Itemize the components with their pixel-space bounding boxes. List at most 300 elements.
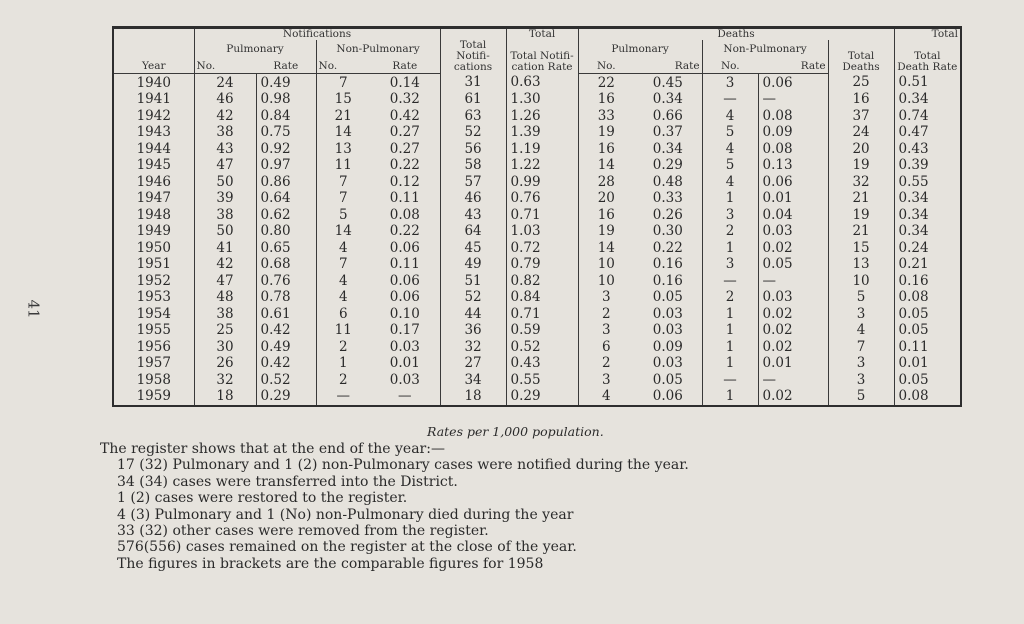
pulmonary-notif-no-cell: 50 — [194, 174, 256, 191]
non-pulmonary-notif-rate-cell: 0.11 — [389, 190, 420, 206]
table-row — [114, 388, 960, 405]
non-pulmonary-deaths-no-cell: 2 — [702, 289, 758, 306]
pulmonary-notif-rate-cell: 0.49 — [256, 73, 316, 91]
non-pulmonary-notif-no-cell: 1 — [316, 355, 370, 372]
total-death-rate-cell: 0.34 — [894, 190, 960, 207]
non-pulmonary-deaths-rate-cell: 0.02 — [758, 306, 828, 323]
total-notifications-cell: 18 — [440, 388, 506, 405]
non-pulmonary-deaths-no-cell: 1 — [702, 306, 758, 323]
pulmonary-deaths-rate-cell: 0.05 — [652, 371, 683, 388]
total-notification-rate-cell: 0.99 — [506, 174, 578, 191]
non-pulmonary-notif-no-cell: 6 — [316, 306, 370, 323]
non-pulmonary-deaths-rate-cell: 0.08 — [758, 141, 828, 158]
year-cell: 1946 — [136, 173, 171, 190]
non-pulmonary-deaths-rate-cell: 0.04 — [758, 207, 828, 224]
total-deaths-cell: 25 — [828, 73, 894, 91]
pulmonary-deaths-rate-cell: 0.26 — [652, 206, 683, 223]
year-cell: 1947 — [136, 190, 171, 206]
pulmonary-notif-no-cell: 38 — [194, 124, 256, 141]
total-top-header-2: Total — [894, 29, 960, 40]
rates-caption: Rates per 1,000 population. — [427, 424, 604, 439]
total-deaths-cell: 5 — [828, 388, 894, 405]
year-cell: 1943 — [136, 124, 171, 140]
pulmonary-deaths-rate-cell: 0.03 — [652, 322, 683, 338]
non-pulmonary-notif-rate-cell: 0.11 — [389, 256, 420, 272]
total-notification-rate-cell: 0.76 — [506, 190, 578, 207]
pulmonary-notif-rate-cell: 0.84 — [256, 108, 316, 125]
non-pulmonary-notif-rate-cell: 0.06 — [389, 272, 420, 289]
page-number: 41 — [24, 299, 43, 319]
non-pulmonary-deaths-header: Non-Pulmonary — [702, 40, 828, 55]
table-row — [114, 91, 960, 108]
total-deaths-cell: 15 — [828, 240, 894, 257]
non-pulmonary-deaths-rate-cell: 0.02 — [758, 240, 828, 257]
year-cell: 1959 — [136, 388, 171, 404]
non-pulmonary-deaths-rate-cell: — — [758, 372, 828, 389]
non-pulmonary-notif-no-cell: 4 — [316, 240, 370, 257]
non-pulmonary-notif-rate-cell: 0.06 — [389, 289, 420, 305]
register-notes — [100, 441, 860, 572]
total-notification-rate-cell: 0.79 — [506, 256, 578, 273]
table-row — [114, 157, 960, 174]
no-header: No. — [702, 55, 758, 73]
total-notification-rate-header: Total Notifi- cation Rate — [506, 40, 578, 73]
total-deaths-header: Total Deaths — [828, 40, 894, 73]
total-deaths-cell: 10 — [828, 273, 894, 290]
non-pulmonary-deaths-no-cell: 1 — [702, 240, 758, 257]
total-notifications-cell: 64 — [440, 223, 506, 240]
non-pulmonary-notif-no-cell: 7 — [316, 256, 370, 273]
table-row — [114, 322, 960, 339]
pulmonary-notif-no-cell: 48 — [194, 289, 256, 306]
year-cell: 1950 — [136, 239, 171, 256]
total-notifications-cell: 32 — [440, 339, 506, 356]
non-pulmonary-deaths-rate-cell: — — [758, 273, 828, 290]
year-cell: 1942 — [136, 107, 171, 124]
note-item: 1 (2) cases were restored to the register. — [117, 490, 408, 507]
total-notifications-cell: 56 — [440, 141, 506, 158]
non-pulmonary-deaths-no-cell: 4 — [702, 141, 758, 158]
no-header: No. — [578, 55, 634, 73]
total-death-rate-cell: 0.05 — [894, 322, 960, 339]
total-notifications-cell: 61 — [440, 91, 506, 108]
total-notification-rate-cell: 0.71 — [506, 306, 578, 323]
year-cell: 1955 — [136, 322, 171, 338]
note-item: 34 (34) cases were transferred into the District. — [117, 473, 458, 490]
non-pulmonary-notif-no-cell: 4 — [316, 273, 370, 290]
total-deaths-cell: 3 — [828, 355, 894, 372]
non-pulmonary-notif-no-cell: 2 — [316, 339, 370, 356]
table-row — [114, 289, 960, 306]
total-death-rate-cell: 0.01 — [894, 355, 960, 372]
total-notifications-cell: 49 — [440, 256, 506, 273]
non-pulmonary-notif-rate-cell: 0.17 — [389, 322, 420, 338]
non-pulmonary-notif-no-cell: — — [316, 388, 370, 405]
pulmonary-deaths-rate-cell: 0.66 — [652, 107, 683, 124]
pulmonary-deaths-rate-cell: 0.48 — [652, 173, 683, 190]
total-deaths-cell: 19 — [828, 157, 894, 174]
non-pulmonary-notif-rate-cell: 0.12 — [389, 173, 420, 190]
pulmonary-deaths-no-cell: 22 — [578, 73, 634, 91]
pulmonary-deaths-rate-cell: 0.03 — [652, 355, 683, 371]
pulmonary-deaths-rate-cell: 0.03 — [652, 305, 683, 322]
total-notifications-cell: 52 — [440, 289, 506, 306]
pulmonary-notif-rate-cell: 0.80 — [256, 223, 316, 240]
pulmonary-deaths-no-cell: 33 — [578, 108, 634, 125]
pulmonary-notif-no-cell: 39 — [194, 190, 256, 207]
non-pulmonary-notif-rate-cell: 0.01 — [389, 355, 420, 371]
non-pulmonary-deaths-no-cell: 3 — [702, 73, 758, 91]
non-pulmonary-notif-rate-cell: 0.14 — [389, 74, 420, 91]
non-pulmonary-notif-rate-cell: 0.22 — [389, 157, 420, 173]
non-pulmonary-notif-no-cell: 7 — [316, 190, 370, 207]
total-death-rate-cell: 0.74 — [894, 108, 960, 125]
total-notification-rate-cell: 1.39 — [506, 124, 578, 141]
pulmonary-deaths-rate-cell: 0.06 — [652, 388, 683, 404]
non-pulmonary-deaths-rate-cell: — — [758, 91, 828, 108]
total-notifications-cell: 63 — [440, 108, 506, 125]
non-pulmonary-notif-rate-cell: 0.22 — [389, 223, 420, 239]
pulmonary-deaths-no-cell: 14 — [578, 157, 634, 174]
pulmonary-deaths-rate-cell: 0.34 — [652, 140, 683, 157]
note-item: 4 (3) Pulmonary and 1 (No) non-Pulmonary died during the year — [117, 506, 574, 523]
non-pulmonary-deaths-no-cell: — — [702, 372, 758, 389]
pulmonary-deaths-rate-cell: 0.16 — [652, 272, 683, 289]
pulmonary-deaths-no-cell: 16 — [578, 91, 634, 108]
non-pulmonary-deaths-no-cell: 4 — [702, 174, 758, 191]
pulmonary-notif-no-cell: 41 — [194, 240, 256, 257]
non-pulmonary-deaths-rate-cell: 0.09 — [758, 124, 828, 141]
total-deaths-cell: 32 — [828, 174, 894, 191]
total-deaths-cell: 5 — [828, 289, 894, 306]
total-death-rate-cell: 0.47 — [894, 124, 960, 141]
rate-header: Rate — [370, 55, 440, 73]
total-death-rate-cell: 0.39 — [894, 157, 960, 174]
total-death-rate-cell: 0.24 — [894, 240, 960, 257]
non-pulmonary-notif-rate-cell: 0.10 — [389, 305, 420, 322]
total-death-rate-cell: 0.05 — [894, 306, 960, 323]
total-death-rate-cell: 0.11 — [894, 339, 960, 356]
no-header: No. — [316, 55, 370, 73]
non-pulmonary-deaths-no-cell: 3 — [702, 256, 758, 273]
non-pulmonary-notif-no-cell: 11 — [316, 322, 370, 339]
pulmonary-notif-no-cell: 26 — [194, 355, 256, 372]
pulmonary-notif-rate-cell: 0.29 — [256, 388, 316, 405]
year-cell: 1952 — [136, 272, 171, 289]
total-death-rate-cell: 0.51 — [894, 73, 960, 91]
non-pulmonary-deaths-no-cell: 5 — [702, 124, 758, 141]
pulmonary-notif-no-cell: 25 — [194, 322, 256, 339]
total-notifications-header: Total Notifi- cations — [440, 40, 506, 73]
pulmonary-deaths-no-cell: 10 — [578, 273, 634, 290]
year-cell: 1949 — [136, 223, 171, 239]
pulmonary-notif-no-cell: 43 — [194, 141, 256, 158]
pulmonary-notif-rate-cell: 0.52 — [256, 372, 316, 389]
pulmonary-deaths-rate-cell: 0.34 — [652, 91, 683, 107]
non-pulmonary-deaths-rate-cell: 0.01 — [758, 190, 828, 207]
total-death-rate-cell: 0.34 — [894, 207, 960, 224]
non-pulmonary-deaths-rate-cell: 0.02 — [758, 322, 828, 339]
pulmonary-notif-rate-cell: 0.42 — [256, 322, 316, 339]
table-row — [114, 256, 960, 273]
pulmonary-deaths-no-cell: 19 — [578, 223, 634, 240]
total-notifications-cell: 57 — [440, 174, 506, 191]
total-notifications-cell: 34 — [440, 372, 506, 389]
table-row — [114, 240, 960, 257]
notes-footer: The figures in brackets are the comparable figures for 1958 — [117, 555, 544, 572]
rate-header: Rate — [634, 55, 702, 73]
table-row — [114, 355, 960, 372]
non-pulmonary-notif-rate-cell: 0.08 — [389, 206, 420, 223]
total-notifications-cell: 46 — [440, 190, 506, 207]
total-death-rate-cell: 0.34 — [894, 91, 960, 108]
total-notification-rate-cell: 0.43 — [506, 355, 578, 372]
year-cell: 1948 — [136, 206, 171, 223]
year-cell: 1957 — [136, 355, 171, 371]
total-deaths-cell: 20 — [828, 141, 894, 158]
total-notifications-cell: 51 — [440, 273, 506, 290]
pulmonary-deaths-header: Pulmonary — [578, 40, 702, 55]
total-notification-rate-cell: 0.82 — [506, 273, 578, 290]
total-notification-rate-cell: 0.52 — [506, 339, 578, 356]
pulmonary-notif-rate-cell: 0.97 — [256, 157, 316, 174]
total-death-rate-cell: 0.43 — [894, 141, 960, 158]
table-row — [114, 372, 960, 389]
non-pulmonary-notif-rate-cell: 0.32 — [389, 91, 420, 107]
non-pulmonary-notif-no-cell: 14 — [316, 124, 370, 141]
note-item: 33 (32) other cases were removed from the register. — [117, 523, 489, 540]
pulmonary-deaths-no-cell: 2 — [578, 306, 634, 323]
total-deaths-cell: 7 — [828, 339, 894, 356]
pulmonary-notif-no-cell: 30 — [194, 339, 256, 356]
non-pulmonary-deaths-no-cell: 3 — [702, 207, 758, 224]
pulmonary-deaths-no-cell: 16 — [578, 141, 634, 158]
pulmonary-notif-no-cell: 46 — [194, 91, 256, 108]
pulmonary-notif-rate-cell: 0.49 — [256, 339, 316, 356]
non-pulmonary-notif-no-cell: 15 — [316, 91, 370, 108]
non-pulmonary-notif-rate-cell: 0.03 — [389, 338, 420, 355]
non-pulmonary-notif-rate-cell: 0.27 — [389, 124, 420, 140]
total-notification-rate-cell: 0.84 — [506, 289, 578, 306]
pulmonary-deaths-no-cell: 10 — [578, 256, 634, 273]
total-top-header-1: Total — [506, 29, 578, 40]
pulmonary-notif-rate-cell: 0.78 — [256, 289, 316, 306]
pulmonary-notif-rate-cell: 0.68 — [256, 256, 316, 273]
total-deaths-cell: 3 — [828, 306, 894, 323]
total-death-rate-cell: 0.08 — [894, 289, 960, 306]
year-cell: 1958 — [136, 371, 171, 388]
non-pulmonary-deaths-rate-cell: 0.13 — [758, 157, 828, 174]
pulmonary-deaths-rate-cell: 0.09 — [652, 338, 683, 355]
non-pulmonary-deaths-rate-cell: 0.03 — [758, 223, 828, 240]
non-pulmonary-deaths-rate-cell: 0.02 — [758, 339, 828, 356]
pulmonary-deaths-no-cell: 6 — [578, 339, 634, 356]
non-pulmonary-notif-no-cell: 11 — [316, 157, 370, 174]
year-cell: 1954 — [136, 305, 171, 322]
non-pulmonary-deaths-no-cell: 1 — [702, 388, 758, 405]
total-notifications-cell: 44 — [440, 306, 506, 323]
pulmonary-notif-rate-cell: 0.61 — [256, 306, 316, 323]
total-death-rate-header: Total Death Rate — [894, 40, 960, 73]
non-pulmonary-notif-no-cell: 7 — [316, 73, 370, 91]
table-row — [114, 190, 960, 207]
non-pulmonary-notif-header: Non-Pulmonary — [316, 40, 440, 55]
non-pulmonary-deaths-no-cell: — — [702, 273, 758, 290]
pulmonary-deaths-no-cell: 3 — [578, 322, 634, 339]
total-deaths-cell: 21 — [828, 190, 894, 207]
pulmonary-notif-rate-cell: 0.76 — [256, 273, 316, 290]
non-pulmonary-notif-no-cell: 14 — [316, 223, 370, 240]
total-notification-rate-cell: 0.71 — [506, 207, 578, 224]
non-pulmonary-notif-no-cell: 5 — [316, 207, 370, 224]
total-notification-rate-cell: 0.55 — [506, 372, 578, 389]
year-cell: 1956 — [136, 338, 171, 355]
table-row — [114, 223, 960, 240]
notifications-header: Notifications — [194, 29, 440, 40]
tuberculosis-table — [112, 26, 962, 407]
total-notification-rate-cell: 0.29 — [506, 388, 578, 405]
non-pulmonary-deaths-no-cell: 1 — [702, 322, 758, 339]
total-death-rate-cell: 0.05 — [894, 372, 960, 389]
total-notification-rate-cell: 1.19 — [506, 141, 578, 158]
total-notification-rate-cell: 1.22 — [506, 157, 578, 174]
pulmonary-deaths-no-cell: 4 — [578, 388, 634, 405]
no-header: No. — [194, 55, 256, 73]
note-item: 576(556) cases remained on the register at the close of the year. — [117, 539, 577, 556]
pulmonary-notif-rate-cell: 0.92 — [256, 141, 316, 158]
deaths-header: Deaths — [578, 29, 894, 40]
pulmonary-notif-header: Pulmonary — [194, 40, 316, 55]
total-notification-rate-cell: 1.26 — [506, 108, 578, 125]
pulmonary-deaths-no-cell: 20 — [578, 190, 634, 207]
total-deaths-cell: 16 — [828, 91, 894, 108]
pulmonary-notif-rate-cell: 0.75 — [256, 124, 316, 141]
pulmonary-notif-no-cell: 32 — [194, 372, 256, 389]
non-pulmonary-deaths-rate-cell: 0.06 — [758, 73, 828, 91]
pulmonary-deaths-rate-cell: 0.45 — [652, 74, 683, 91]
total-notifications-cell: 36 — [440, 322, 506, 339]
note-item: 17 (32) Pulmonary and 1 (2) non-Pulmonary cases were notified during the year. — [117, 457, 689, 474]
rate-header: Rate — [758, 55, 828, 73]
pulmonary-notif-no-cell: 42 — [194, 256, 256, 273]
total-deaths-cell: 13 — [828, 256, 894, 273]
table-row — [114, 339, 960, 356]
total-death-rate-cell: 0.55 — [894, 174, 960, 191]
table-row — [114, 306, 960, 323]
pulmonary-notif-no-cell: 50 — [194, 223, 256, 240]
pulmonary-deaths-no-cell: 2 — [578, 355, 634, 372]
total-deaths-cell: 24 — [828, 124, 894, 141]
non-pulmonary-notif-rate-cell: — — [398, 388, 412, 404]
pulmonary-deaths-no-cell: 16 — [578, 207, 634, 224]
non-pulmonary-notif-no-cell: 13 — [316, 141, 370, 158]
total-notifications-cell: 31 — [440, 73, 506, 91]
total-death-rate-cell: 0.34 — [894, 223, 960, 240]
total-notifications-cell: 52 — [440, 124, 506, 141]
pulmonary-notif-no-cell: 38 — [194, 207, 256, 224]
year-cell: 1951 — [136, 256, 171, 272]
table-row — [114, 73, 960, 91]
non-pulmonary-deaths-rate-cell: 0.03 — [758, 289, 828, 306]
pulmonary-notif-rate-cell: 0.42 — [256, 355, 316, 372]
total-notification-rate-cell: 1.30 — [506, 91, 578, 108]
pulmonary-notif-no-cell: 24 — [194, 73, 256, 91]
table-row — [114, 207, 960, 224]
total-deaths-cell: 3 — [828, 372, 894, 389]
total-notifications-cell: 45 — [440, 240, 506, 257]
pulmonary-deaths-no-cell: 19 — [578, 124, 634, 141]
pulmonary-deaths-no-cell: 28 — [578, 174, 634, 191]
non-pulmonary-notif-rate-cell: 0.42 — [389, 107, 420, 124]
non-pulmonary-notif-no-cell: 2 — [316, 372, 370, 389]
total-notification-rate-cell: 1.03 — [506, 223, 578, 240]
year-header: Year — [114, 55, 194, 73]
pulmonary-deaths-rate-cell: 0.30 — [652, 223, 683, 239]
total-death-rate-cell: 0.21 — [894, 256, 960, 273]
non-pulmonary-deaths-no-cell: 1 — [702, 190, 758, 207]
non-pulmonary-deaths-no-cell: 2 — [702, 223, 758, 240]
table-row — [114, 124, 960, 141]
pulmonary-notif-rate-cell: 0.65 — [256, 240, 316, 257]
pulmonary-notif-no-cell: 38 — [194, 306, 256, 323]
non-pulmonary-notif-rate-cell: 0.06 — [389, 239, 420, 256]
table-row — [114, 141, 960, 158]
pulmonary-deaths-no-cell: 3 — [578, 372, 634, 389]
non-pulmonary-deaths-no-cell: 1 — [702, 355, 758, 372]
non-pulmonary-deaths-no-cell: — — [702, 91, 758, 108]
year-cell: 1953 — [136, 289, 171, 305]
table-row — [114, 174, 960, 191]
table-row — [114, 108, 960, 125]
rate-header: Rate — [256, 55, 316, 73]
total-notifications-cell: 27 — [440, 355, 506, 372]
pulmonary-notif-rate-cell: 0.64 — [256, 190, 316, 207]
year-cell: 1940 — [136, 74, 171, 91]
pulmonary-notif-no-cell: 42 — [194, 108, 256, 125]
year-cell: 1945 — [136, 157, 171, 173]
pulmonary-notif-no-cell: 47 — [194, 273, 256, 290]
non-pulmonary-notif-rate-cell: 0.03 — [389, 371, 420, 388]
total-deaths-cell: 21 — [828, 223, 894, 240]
non-pulmonary-notif-no-cell: 4 — [316, 289, 370, 306]
year-cell: 1944 — [136, 140, 171, 157]
table-body — [114, 73, 960, 405]
non-pulmonary-deaths-no-cell: 4 — [702, 108, 758, 125]
total-notification-rate-cell: 0.72 — [506, 240, 578, 257]
non-pulmonary-deaths-no-cell: 1 — [702, 339, 758, 356]
total-death-rate-cell: 0.08 — [894, 388, 960, 405]
total-deaths-cell: 19 — [828, 207, 894, 224]
total-notifications-cell: 43 — [440, 207, 506, 224]
table-row — [114, 273, 960, 290]
pulmonary-notif-no-cell: 18 — [194, 388, 256, 405]
total-notification-rate-cell: 0.59 — [506, 322, 578, 339]
non-pulmonary-deaths-rate-cell: 0.02 — [758, 388, 828, 405]
notes-intro: The register shows that at the end of the year:— — [100, 441, 445, 457]
pulmonary-deaths-no-cell: 3 — [578, 289, 634, 306]
non-pulmonary-deaths-rate-cell: 0.05 — [758, 256, 828, 273]
non-pulmonary-deaths-no-cell: 5 — [702, 157, 758, 174]
total-notification-rate-cell: 0.63 — [506, 73, 578, 91]
pulmonary-deaths-rate-cell: 0.37 — [652, 124, 683, 140]
total-death-rate-cell: 0.16 — [894, 273, 960, 290]
pulmonary-deaths-rate-cell: 0.22 — [652, 239, 683, 256]
total-deaths-cell: 4 — [828, 322, 894, 339]
pulmonary-deaths-rate-cell: 0.05 — [652, 289, 683, 305]
pulmonary-notif-rate-cell: 0.98 — [256, 91, 316, 108]
pulmonary-deaths-rate-cell: 0.29 — [652, 157, 683, 173]
pulmonary-deaths-no-cell: 14 — [578, 240, 634, 257]
